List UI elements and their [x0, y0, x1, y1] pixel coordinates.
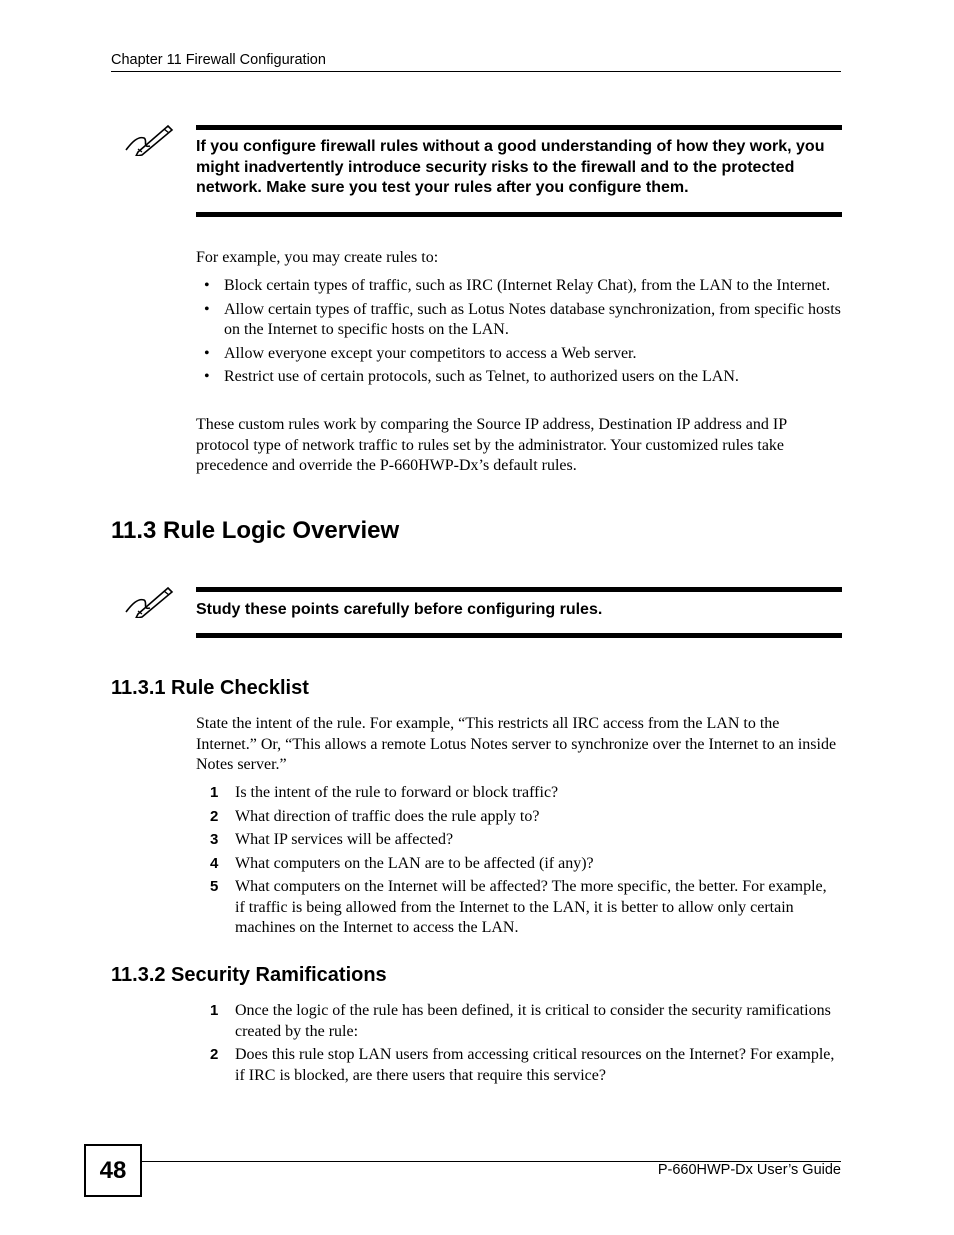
note-top-rule	[196, 125, 842, 130]
item-text: What computers on the LAN are to be affected (if any)?	[235, 854, 594, 872]
item-text: What IP services will be affected?	[235, 831, 454, 848]
list-item	[210, 807, 840, 828]
item-text: What direction of traffic does the rule apply to?	[235, 807, 540, 825]
custom-rules-paragraph: These custom rules work by comparing the Source IP address, Destination IP address and IP protocol type of network traffic to rules set by the administrator. Your customized rules take precedence and override the P-660HWP-Dx’s default rules.	[196, 416, 787, 474]
pencil-note-icon	[124, 122, 174, 156]
checklist-list	[210, 783, 840, 942]
intro-paragraph: For example, you may create rules to:	[196, 249, 439, 266]
list-item: • Restrict use of certain protocols, such as Telnet, to authorized users on the LAN.	[204, 367, 844, 388]
subsection-heading-security: 11.3.2 Security Ramifications	[111, 964, 387, 986]
section-heading: 11.3 Rule Logic Overview	[111, 517, 400, 544]
pencil-note-icon	[124, 584, 174, 618]
example-rules-list	[204, 276, 844, 391]
header-rule	[111, 71, 841, 72]
item-number: 3	[210, 831, 219, 848]
security-list	[210, 1001, 840, 1089]
item-text: Once the logic of the rule has been defined, it is critical to consider the security ramifications created by the rule:	[235, 1002, 831, 1040]
item-number: 2	[210, 1046, 219, 1063]
list-item	[210, 1001, 840, 1042]
item-number: 5	[210, 878, 219, 895]
study-note-text: Study these points carefully before configuring rules.	[196, 601, 603, 618]
item-text: Is the intent of the rule to forward or block traffic?	[235, 784, 559, 801]
note-top-rule	[196, 587, 842, 592]
item-number: 1	[210, 784, 219, 801]
item-text: Does this rule stop LAN users from accessing critical resources on the Internet? For example, if IRC is blocked, are there users that require this service?	[235, 1046, 835, 1084]
item-number: 1	[210, 1002, 219, 1019]
warning-note-text: If you configure firewall rules without a good understanding of how they work, you might inadvertently introduce security risks to the firewall and to the protected network. Make sure you test your rules after you configure them.	[196, 138, 825, 196]
list-item	[210, 783, 840, 804]
note-bottom-rule	[196, 212, 842, 217]
list-item: • Block certain types of traffic, such as IRC (Internet Relay Chat), from the LAN to the Internet.	[204, 276, 844, 297]
item-number: 2	[210, 807, 219, 825]
list-item	[210, 854, 840, 875]
note-bottom-rule	[196, 633, 842, 638]
list-item: • Allow certain types of traffic, such as Lotus Notes database synchronization, from specific hosts on the Internet to specific hosts on the LAN.	[204, 300, 844, 341]
list-item	[210, 1045, 840, 1086]
running-header: Chapter 11 Firewall Configuration	[111, 52, 326, 68]
item-number: 4	[210, 854, 219, 872]
guide-title: P-660HWP-Dx User’s Guide	[657, 1162, 841, 1178]
page-number: 48	[84, 1144, 142, 1197]
subsection-heading-checklist: 11.3.1 Rule Checklist	[111, 677, 309, 699]
checklist-intro: State the intent of the rule. For example, “This restricts all IRC access from the LAN to the Internet.” Or, “This allows a remote Lotus Notes server to synchronize over the Internet to an inside Notes server.”	[196, 715, 837, 773]
list-item: • Allow everyone except your competitors to access a Web server.	[204, 344, 844, 365]
item-text: What computers on the Internet will be affected? The more specific, the better. For example, if traffic is being allowed from the Internet to the LAN, it is better to allow only certain machines on the Internet to access the LAN.	[235, 878, 827, 936]
list-item	[210, 877, 840, 939]
list-item	[210, 830, 840, 851]
